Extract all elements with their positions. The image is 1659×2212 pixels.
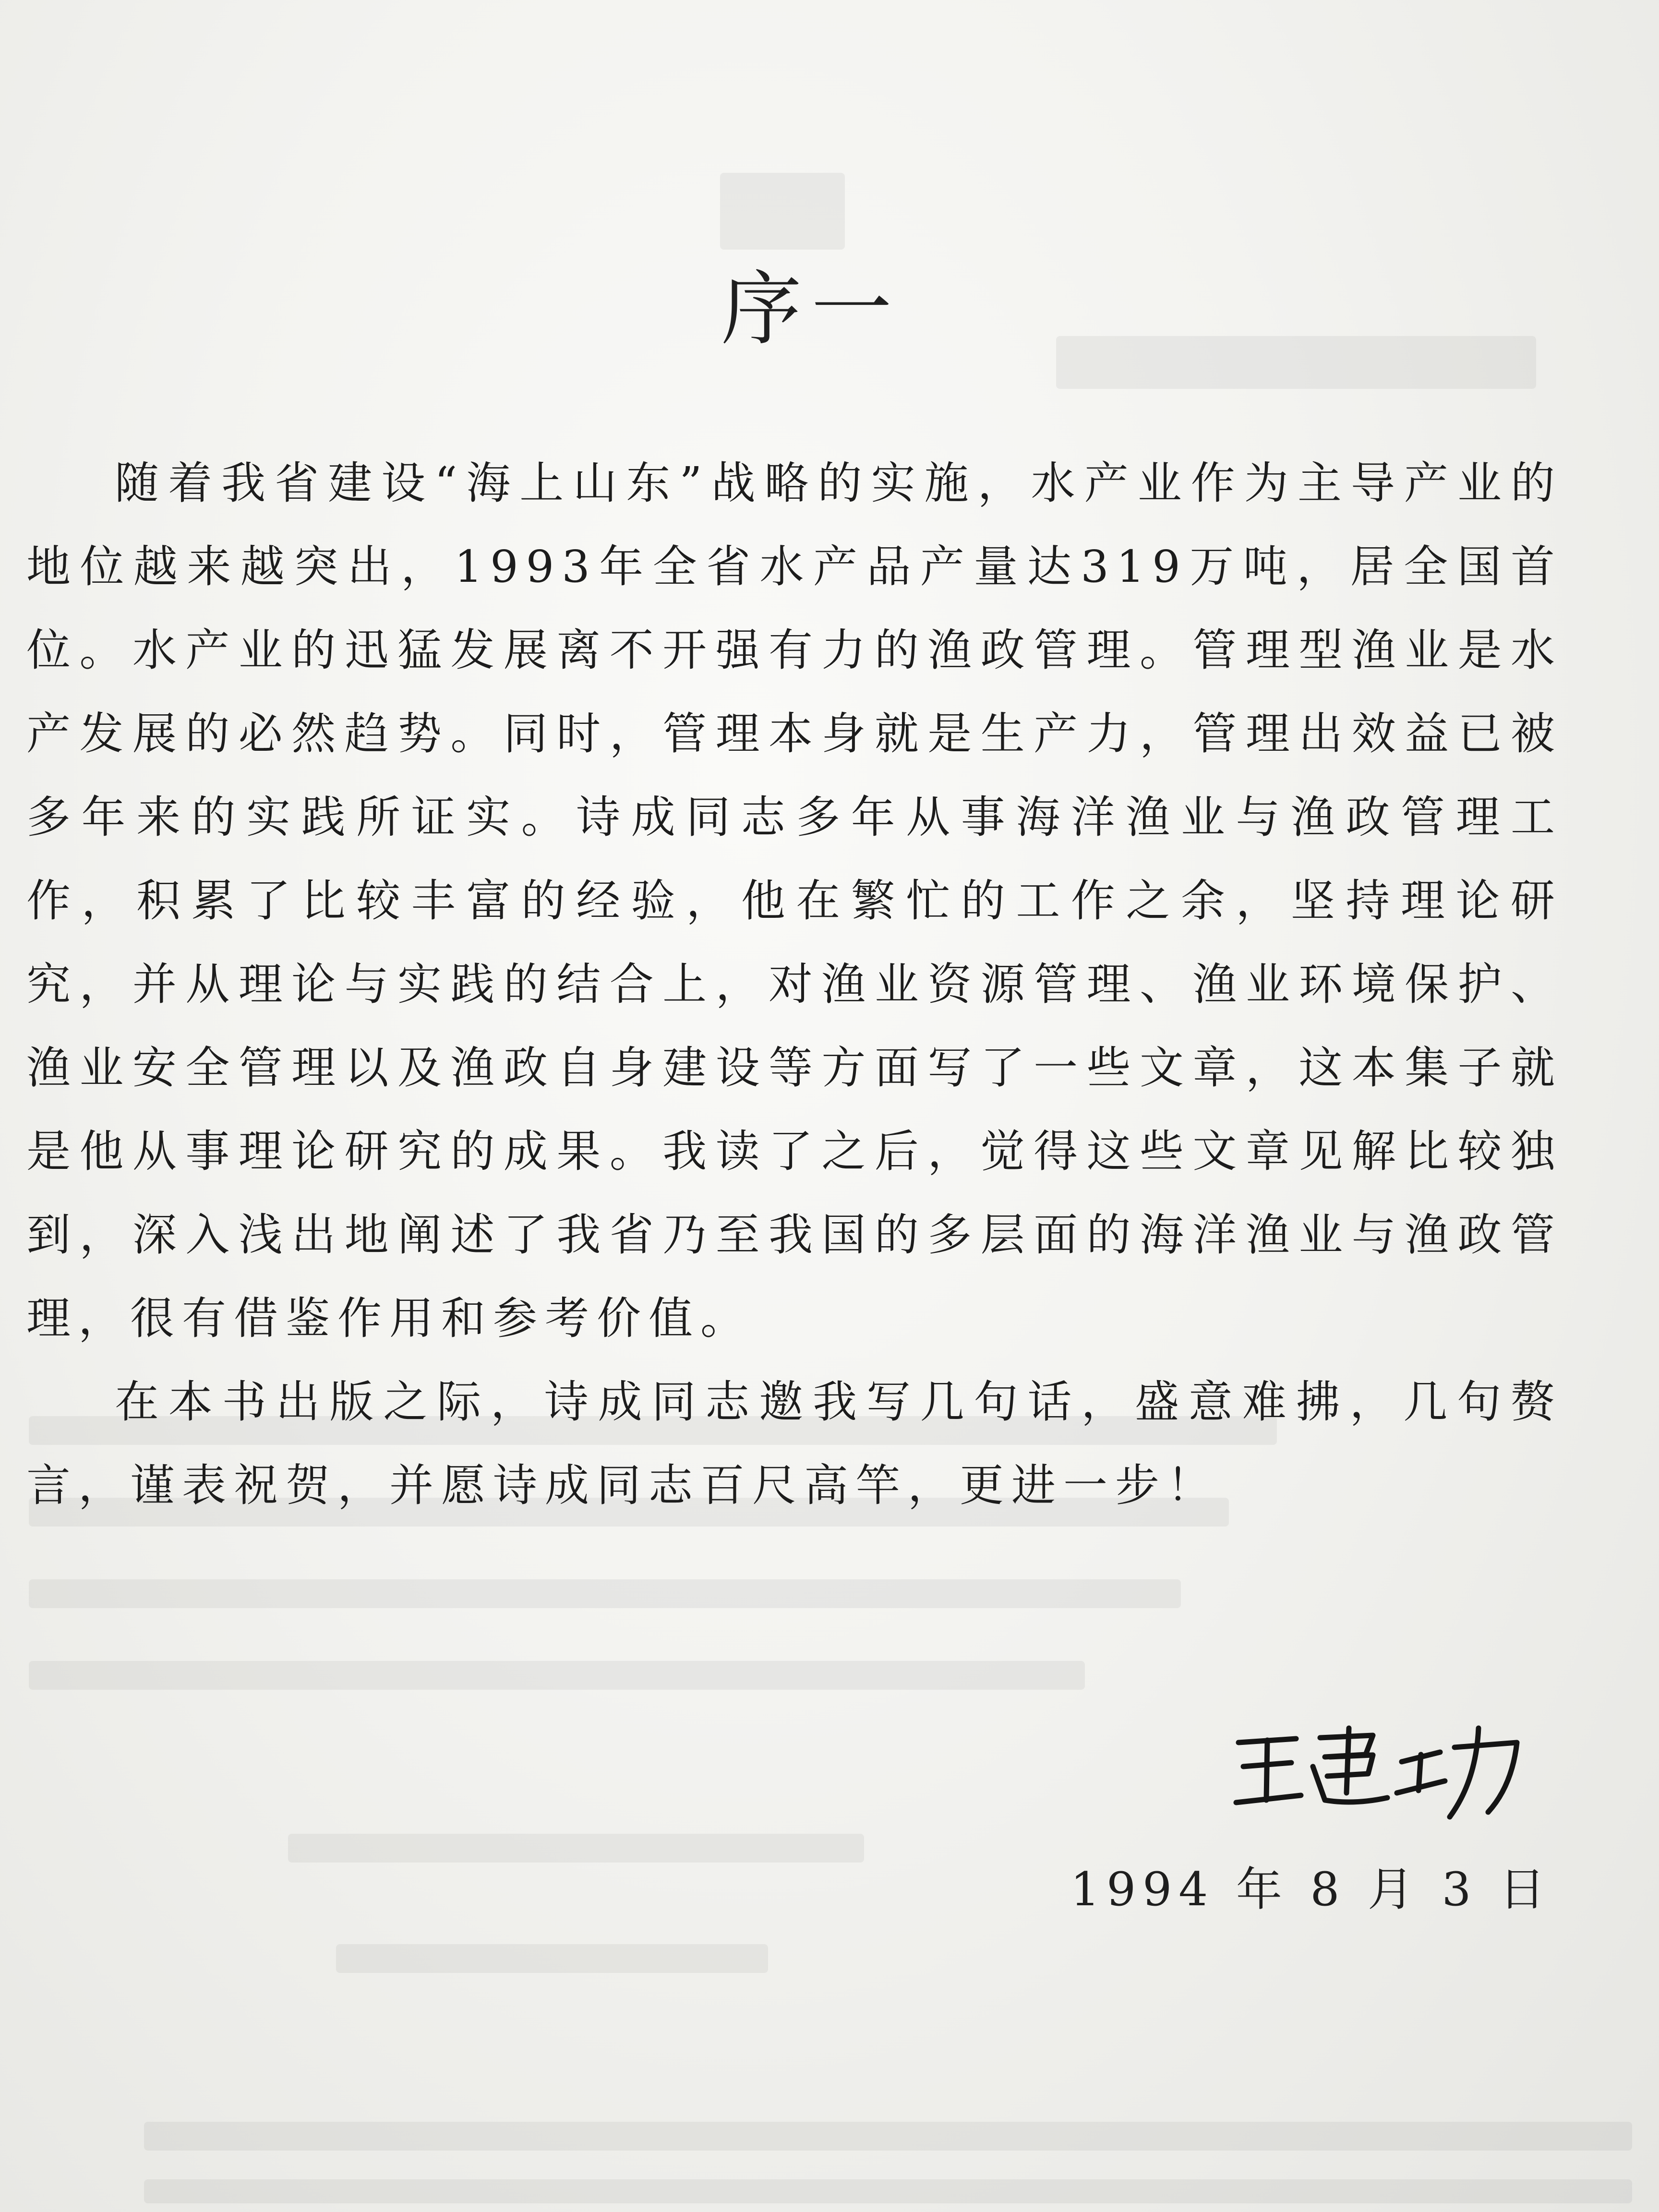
handwritten-signature <box>1229 1709 1527 1824</box>
page-title: 序一 <box>721 262 902 356</box>
preface-body <box>26 442 1563 1527</box>
paragraph-1: 随着我省建设“海上山东”战略的实施，水产业作为主导产业的地位越来越突出，1993年全省水产品产量达319万吨，居全国首位。水产业的迅猛发展离不开强有力的渔政管理。管理型渔业是水产发展的必然趋势。同时，管理本身就是生产力，管理出效益已被多年来的实践所证实。诗成同志多年从事海洋渔业与渔政管理工作，积累了比较丰富的经验，他在繁忙的工作之余，坚持理论研究，并从理论与实践的结合上，对渔业资源管理、渔业环境保护、渔业安全管理以及渔政自身建设等方面写了一些文章，这本集子就是他从事理论研究的成果。我读了之后，觉得这些文章见解比较独到，深入浅出地阐述了我省乃至我国的多层面的海洋渔业与渔政管理，很有借鉴作用和参考价值。 <box>26 457 1563 1344</box>
date-line: 1994 年 8 月 3 日 <box>1070 1863 1552 1916</box>
paragraph-2: 在本书出版之际，诗成同志邀我写几句话，盛意难拂，几句赘言，谨表祝贺，并愿诗成同志百尺高竿，更进一步！ <box>26 1376 1563 1511</box>
